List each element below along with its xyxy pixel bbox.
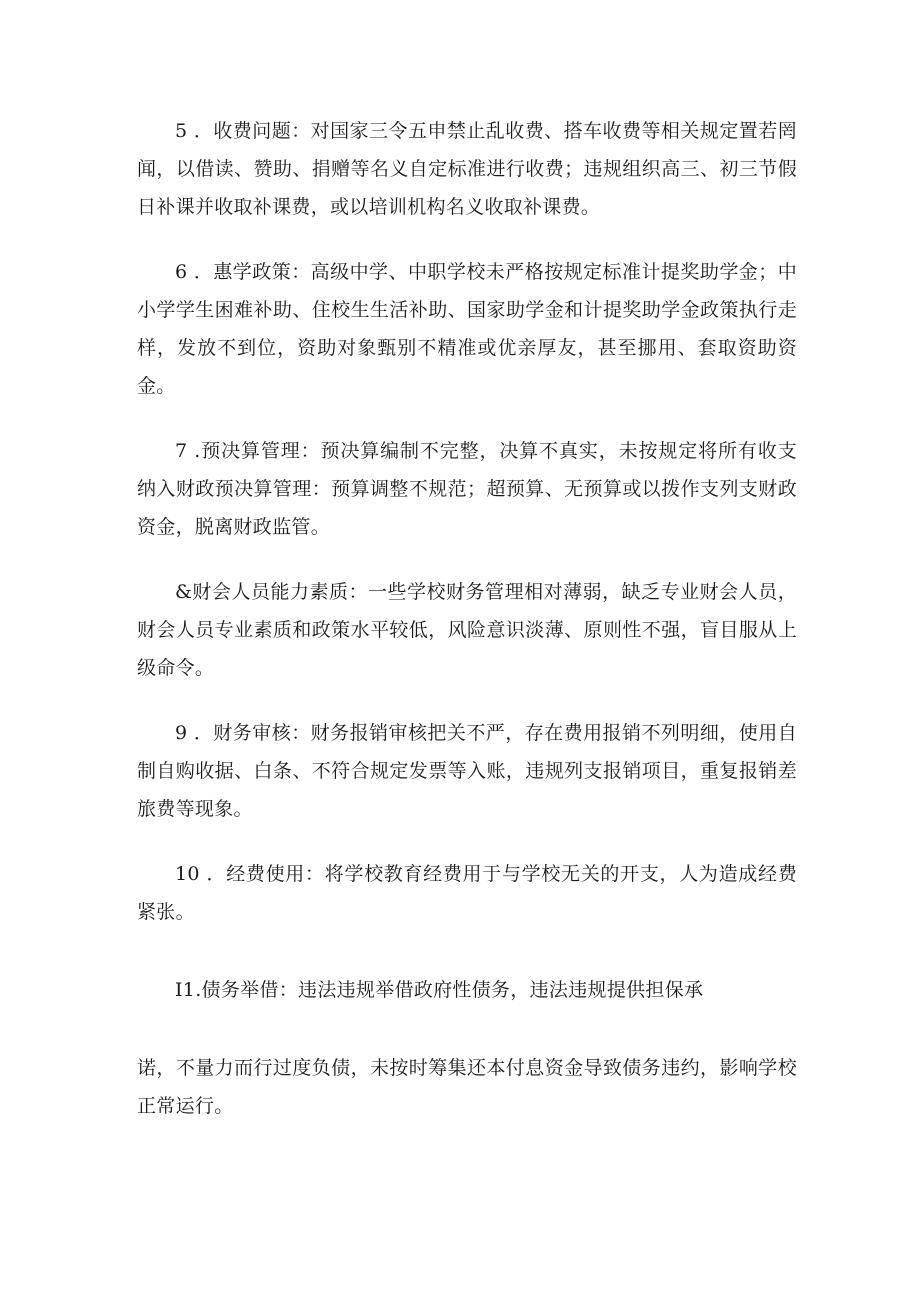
- paragraph-fee-issues: 5 ．收费问题：对国家三令五申禁止乱收费、搭车收费等相关规定置若罔闻，以借读、赞助、捐赠等名义自定标准进行收费；违规组织高三、初三节假日补课并收取补课费，或以培训机构名义收取补课费。: [137, 120, 797, 218]
- paragraph-debt-borrowing: I1.债务举借：违法违规举借政府性债务，违法违规提供担保承: [175, 979, 704, 1001]
- paragraph-budget-management: 7 .预决算管理：预决算编制不完整，决算不真实，未按规定将所有收支纳入财政预决算管理：预算调整不规范；超预算、无预算或以拨作支列支财政资金，脱离财政监管。: [137, 440, 797, 538]
- paragraph-financial-review: 9 ．财务审核：财务报销审核把关不严，存在费用报销不列明细，使用自制自购收据、白条、不符合规定发票等入账，违规列支报销项目，重复报销差旅费等现象。: [137, 722, 797, 820]
- document-body: [137, 112, 797, 1125]
- paragraph-accounting-staff: &财会人员能力素质：一些学校财务管理相对薄弱，缺乏专业财会人员，财会人员专业素质和政策水平较低，风险意识淡薄、原则性不强，盲目服从上级命令。: [137, 581, 797, 679]
- paragraph-debt-borrowing-continued: 诺，不量力而行过度负债，未按时筹集还本付息资金导致债务违约，影响学校正常运行。: [137, 1057, 797, 1117]
- paragraph-benefit-policy: 6 ．惠学政策：高级中学、中职学校未严格按规定标准计提奖助学金；中小学学生困难补助、住校生生活补助、国家助学金和计提奖助学金政策执行走样，发放不到位，资助对象甄别不精准或优亲厚友，甚至挪用、套取资助资金。: [137, 261, 797, 397]
- paragraph-fund-usage: 10 ．经费使用：将学校教育经费用于与学校无关的开支，人为造成经费紧张。: [137, 863, 797, 923]
